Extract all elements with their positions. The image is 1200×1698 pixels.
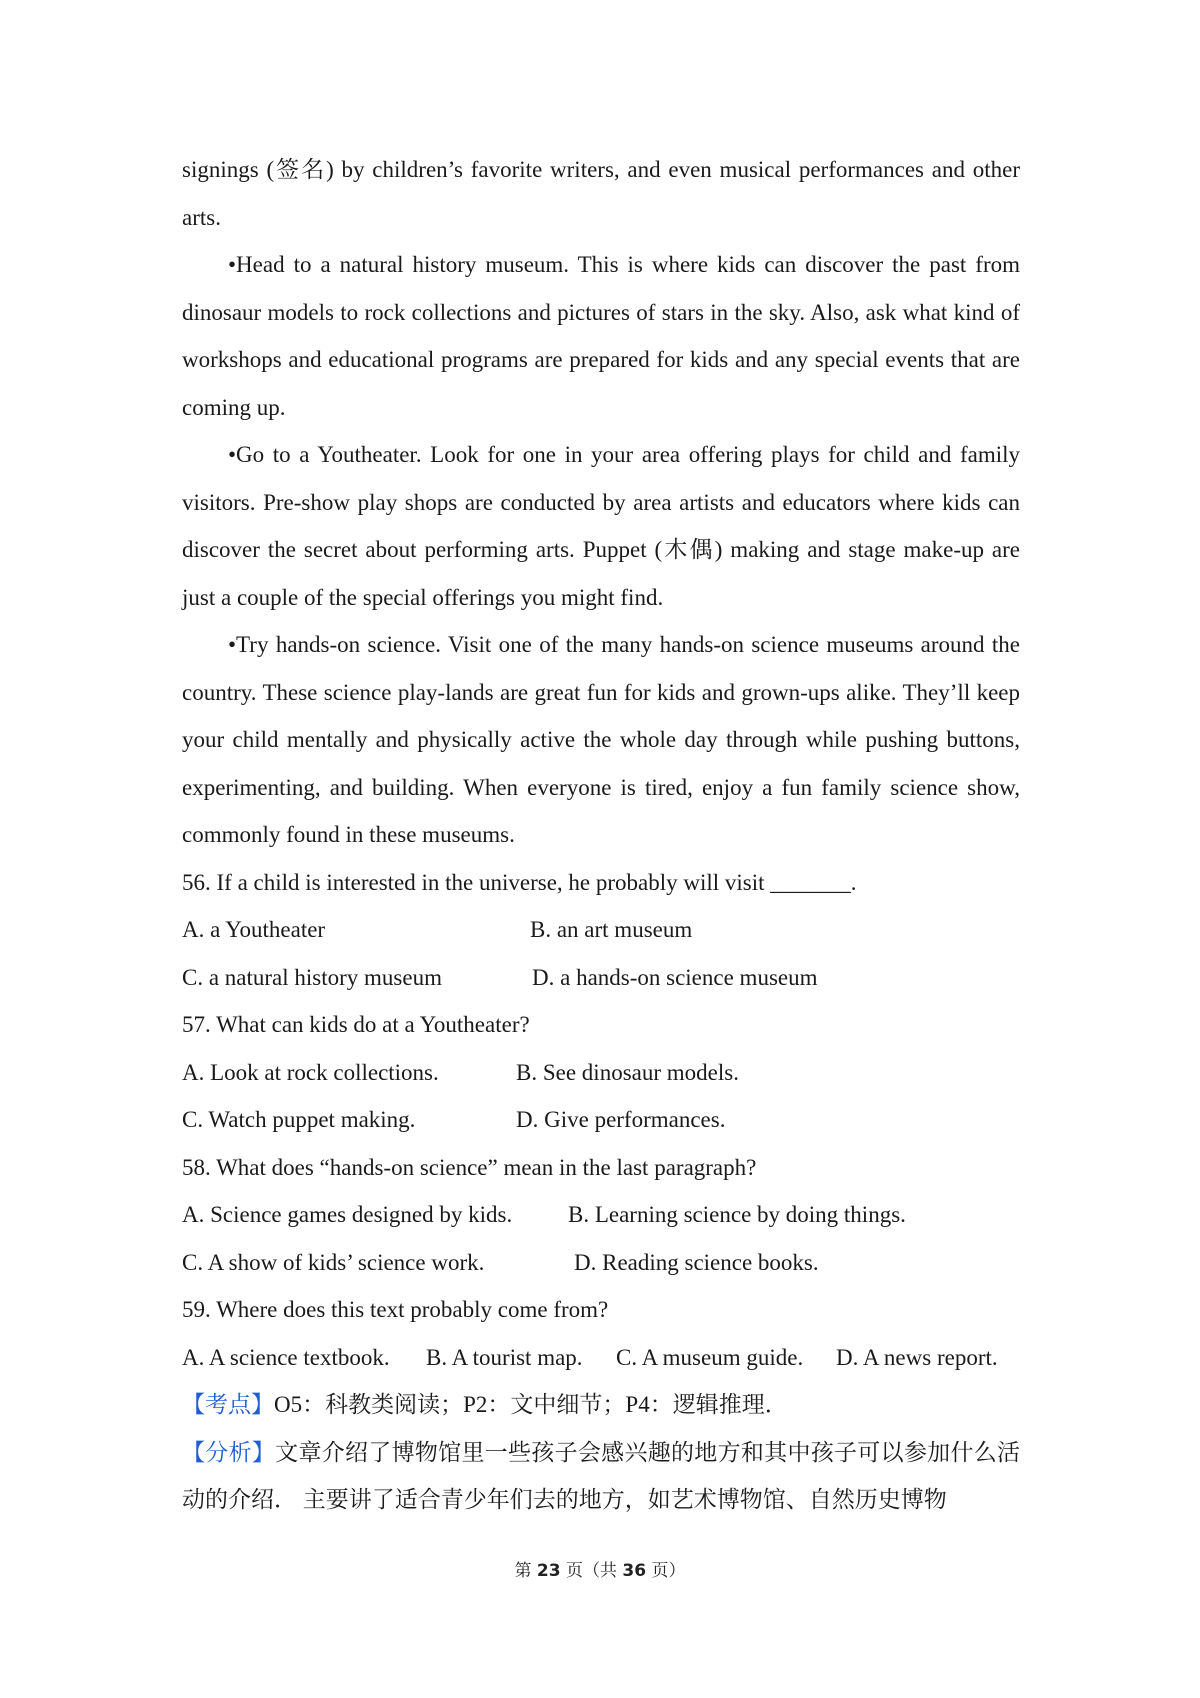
paragraph-intro-continued: signings (签名) by children’s favorite writers, and even musical performances and other arts. — [182, 157, 1020, 230]
paragraph-youtheater: •Go to a Youtheater. Look for one in your area offering plays for child and family visitors. Pre-show play shops are conducted by area artists and educators where kids can discover the secret about performing arts. Puppet (木偶) making and stage make-up are just a couple of the special offerings you might find. — [182, 442, 1020, 610]
paragraph-natural-history-museum: •Head to a natural history museum. This is where kids can discover the past from dinosaur models to rock collections and pictures of stars in the sky. Also, ask what kind of workshops and educational programs are prepared for kids and any special events that are coming up. — [182, 252, 1020, 420]
footer-prefix: 第 — [514, 1561, 537, 1581]
question-57-option-a: A. Look at rock collections. — [182, 1059, 439, 1085]
question-57-options-row-2 — [182, 1096, 1020, 1144]
kaodian-line — [182, 1381, 1020, 1429]
paragraph-hands-on-science: •Try hands-on science. Visit one of the many hands-on science museums around the country. These science play-lands are great fun for kids and grown-ups alike. They’ll keep your child mentally and physically active the whole day through while pushing buttons, experimenting, and building. When everyone is tired, enjoy a fun family science show, commonly found in these museums. — [182, 632, 1020, 847]
question-59-option-a: A. A science textbook. — [182, 1344, 390, 1370]
question-58-option-c: C. A show of kids’ science work. — [182, 1249, 485, 1275]
footer-total-pages: 36 — [622, 1561, 647, 1581]
question-58-options-row-2 — [182, 1239, 1020, 1287]
page-footer — [0, 1556, 1200, 1581]
footer-middle: 页（共 — [560, 1561, 623, 1581]
question-56-option-d: D. a hands-on science museum — [532, 964, 818, 990]
question-58-option-b: B. Learning science by doing things. — [568, 1202, 906, 1227]
question-59-option-d: D. A news report. — [836, 1344, 998, 1370]
question-56-stem: 56. If a child is interested in the universe, he probably will visit _______. — [182, 869, 857, 895]
question-58-option-d: D. Reading science books. — [574, 1249, 819, 1275]
fenxi-tag: 【分析】 — [182, 1439, 276, 1465]
question-57-stem: 57. What can kids do at a Youtheater? — [182, 1012, 530, 1037]
question-57-options-row-1 — [182, 1049, 1020, 1097]
question-56-options-row-2 — [182, 954, 1020, 1002]
question-58-option-a: A. Science games designed by kids. — [182, 1202, 513, 1227]
question-59-option-c: C. A museum guide. — [616, 1344, 804, 1370]
question-56-options-row-1 — [182, 906, 1020, 954]
question-59-stem: 59. Where does this text probably come from? — [182, 1297, 609, 1322]
question-58-stem: 58. What does “hands-on science” mean in the last paragraph? — [182, 1154, 757, 1180]
fenxi-paragraph — [182, 1429, 1020, 1524]
kaodian-tag: 【考点】 — [182, 1392, 274, 1417]
question-56-option-c: C. a natural history museum — [182, 964, 442, 990]
question-59-options-row — [182, 1334, 1020, 1382]
question-56-option-b: B. an art museum — [530, 917, 693, 942]
footer-page-number: 23 — [536, 1561, 561, 1581]
footer-suffix: 页） — [646, 1561, 686, 1581]
kaodian-text: O5：科教类阅读；P2：文中细节；P4：逻辑推理． — [274, 1392, 788, 1417]
page-content — [182, 146, 1020, 1524]
question-58-options-row-1 — [182, 1191, 1020, 1239]
question-56-option-a: A. a Youtheater — [182, 917, 326, 942]
question-59-option-b: B. A tourist map. — [426, 1344, 583, 1370]
question-57-option-d: D. Give performances. — [516, 1107, 726, 1132]
question-57-option-c: C. Watch puppet making. — [182, 1107, 416, 1132]
fenxi-text: 文章介绍了博物馆里一些孩子会感兴趣的地方和其中孩子可以参加什么活动的介绍． 主要讲了适合青少年们去的地方，如艺术博物馆、自然历史博物 — [182, 1439, 1021, 1512]
question-57-option-b: B. See dinosaur models. — [516, 1059, 739, 1085]
